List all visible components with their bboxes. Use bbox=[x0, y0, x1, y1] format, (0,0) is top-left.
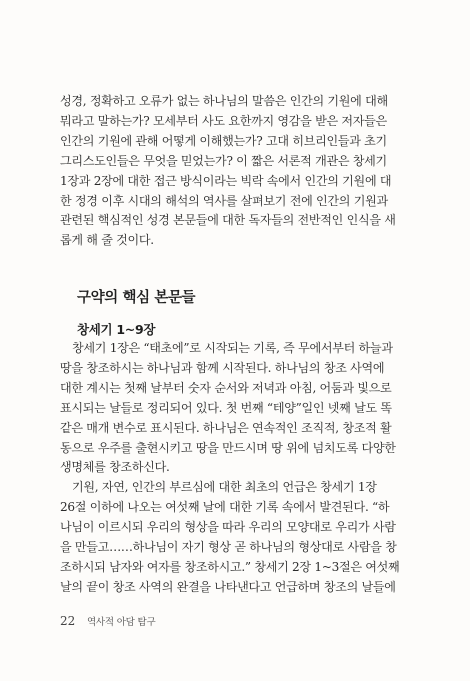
text-line: 기원, 자연, 인간의 부르심에 대한 최초의 언급은 창세기 1장 bbox=[72, 480, 377, 494]
text-line: 을 만들고……하나님이 자기 형상 곧 하나님의 형상대로 사람을 창 bbox=[60, 539, 397, 554]
text-line: 창세기 1장은 “태초에”로 시작되는 기록, 즉 무에서부터 하늘과 bbox=[72, 341, 393, 355]
text-line: 대한 계시는 첫째 날부터 숫자 순서와 저녁과 아침, 어둠과 빛으로 bbox=[60, 380, 392, 395]
text-line: 동으로 우주를 출현시키고 땅을 만드시며 땅 위에 넘치도록 다양한 bbox=[60, 440, 396, 455]
subsection-heading: 창세기 1~9장 bbox=[77, 322, 156, 337]
text-line: 뭐라고 말하는가? 모세부터 사도 요한까지 영감을 받은 저자들은 bbox=[60, 113, 387, 128]
text-line: 1장과 2장에 대한 접근 방식이라는 빅락 속에서 인간의 기원에 대 bbox=[60, 173, 392, 188]
text-line: 같은 매개 변수로 표시된다. 하나님은 연속적인 조직적, 창조적 활 bbox=[60, 420, 392, 435]
text-line: 조하시되 남자와 여자를 창조하시고.” 창세기 2장 1~3절은 여섯째 bbox=[60, 559, 400, 574]
running-title: 역사적 아담 탐구 bbox=[86, 617, 156, 628]
text-line: 롭게 해 줄 것이다. bbox=[60, 233, 154, 248]
text-line: 한 정경 이후 시대의 해석의 역사를 살펴보기 전에 인간의 기원과 bbox=[60, 193, 388, 208]
text-line: 날의 끝이 창조 사역의 완결을 나타낸다고 언급하며 창조의 날들에 bbox=[60, 579, 396, 594]
text-line: 그리스도인들은 무엇을 믿었는가? 이 짧은 서론적 개관은 창세기 bbox=[60, 153, 387, 168]
text-line: 나님이 이르시되 우리의 형상을 따라 우리의 모양대로 우리가 사람 bbox=[60, 519, 396, 534]
genesis-paragraph-2 bbox=[60, 478, 417, 597]
text-line: 표시되는 날들로 정리되어 있다. 첫 번째 “테양”일인 넷째 날도 똑 bbox=[60, 400, 392, 415]
page-number: 22 bbox=[60, 614, 76, 628]
genesis-paragraph-1 bbox=[60, 339, 417, 478]
section-heading: 구약의 핵심 본문들 bbox=[77, 290, 196, 306]
text-line: 관련된 핵심적인 성경 본문들에 대한 독자들의 전반적인 인식을 새 bbox=[60, 213, 396, 228]
text-line: 생명체를 창조하신다. bbox=[60, 460, 170, 475]
text-line: 땅을 창조하시는 하나님과 함께 시작된다. 하나님의 창조 사역에 bbox=[60, 360, 385, 375]
text-line: 26절 이하에 나오는 여섯째 날에 대한 기록 속에서 발견된다. “하 bbox=[60, 499, 390, 514]
intro-paragraph bbox=[60, 92, 417, 251]
page-footer bbox=[60, 614, 155, 628]
text-line: 인간의 기원에 관해 어떻게 이해했는가? 고대 히브리인들과 초기 bbox=[60, 133, 387, 148]
text-line: 성경, 정확하고 오류가 없는 하나님의 말씀은 인간의 기원에 대해 bbox=[60, 94, 388, 108]
